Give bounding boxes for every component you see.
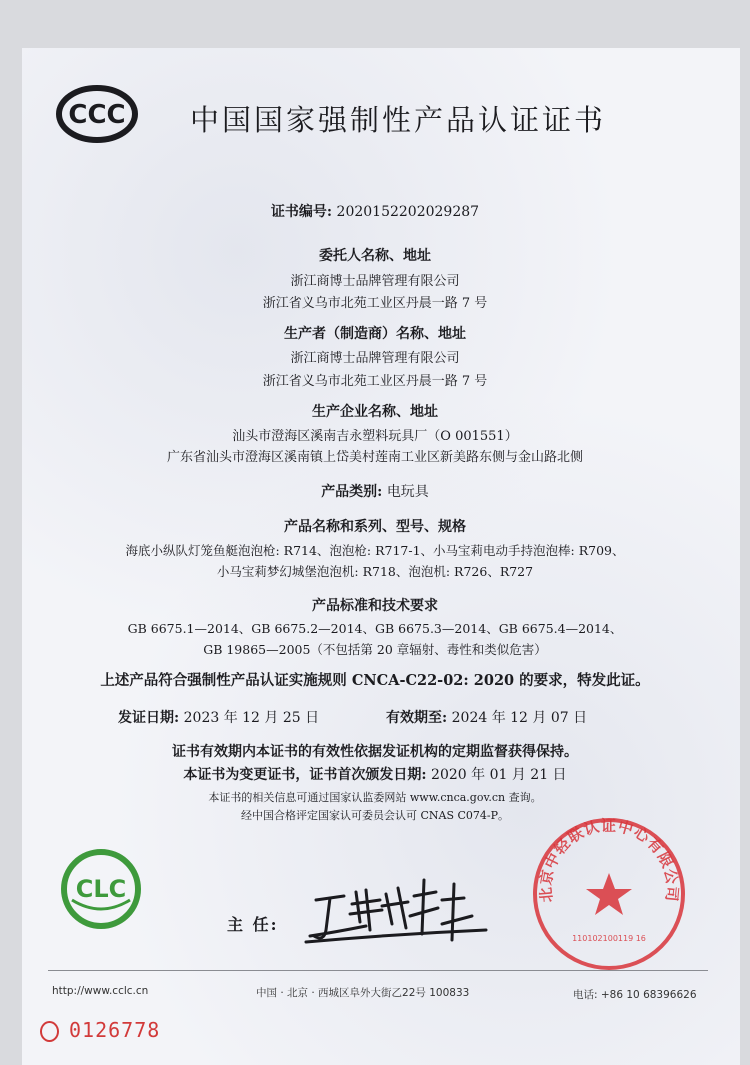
seal-text: 北京中轻联认证中心有限公司 [536,816,682,904]
change-date: 2020 年 01 月 21 日 [431,767,567,783]
validity-statement: 证书有效期内本证书的有效性依据发证机构的定期监督获得保持。 [172,744,578,760]
footer-address: 中国 · 北京 · 西城区阜外大街乙22号 100833 [256,987,470,999]
cert-number-label: 证书编号: [270,204,333,220]
ccc-logo [56,84,138,144]
change-row [0,764,750,784]
note-website: 本证书的相关信息可通过国家认监委网站 www.cnca.gov.cn 查询。 [208,791,542,804]
applicant-name: 浙江商博士品牌管理有限公司 [290,274,460,289]
category-value: 电玩具 [386,484,429,500]
issue-date-value: 2023 年 12 月 25 日 [183,710,320,726]
clc-logo [60,848,142,930]
manufacturer-name: 浙江商博士品牌管理有限公司 [290,351,460,366]
standards-line-2: GB 19865—2005（不包括第 20 章辐射、毒性和类似危害） [203,642,547,657]
note-cnas: 经中国合格评定国家认可委员会认可 CNAS C074-P。 [240,809,510,822]
category-row [0,481,750,501]
product-line-1: 海底小纵队灯笼鱼艇泡泡枪: R714、泡泡枪: R717-1、小马宝莉电动手持泡泡棒: R709、 [125,543,625,558]
serial-circle-icon [40,1021,59,1042]
conformity-statement: 上述产品符合强制性产品认证实施规则 CNCA-C22-02: 2020 的要求，特发此证。 [100,672,650,689]
director-signature [296,870,496,950]
expiry-date-label: 有效期至: [386,710,448,726]
serial-number: 0126778 [69,1018,161,1042]
expiry-date-row [386,707,587,727]
director-label: 主 任: [227,915,279,934]
clc-logo-text: CLC [75,875,127,903]
factory-heading: 生产企业名称、地址 [312,404,438,420]
footer-divider [48,970,708,971]
applicant-address: 浙江省义乌市北苑工业区丹晨一路 7 号 [262,296,488,311]
issue-date-label: 发证日期: [118,710,180,726]
cert-number-value: 2020152202029287 [336,204,480,220]
category-label: 产品类别: [321,484,383,500]
product-line-2: 小马宝莉梦幻城堡泡泡机: R718、泡泡机: R726、R727 [216,564,534,579]
certificate-title: 中国国家强制性产品认证证书 [190,103,607,137]
manufacturer-heading: 生产者（制造商）名称、地址 [284,326,466,342]
applicant-heading: 委托人名称、地址 [319,248,431,264]
factory-address: 广东省汕头市澄海区溪南镇上岱美村莲南工业区新美路东侧与金山路北侧 [166,450,583,465]
seal-star-icon [586,873,632,915]
standards-heading: 产品标准和技术要求 [312,598,438,614]
serial-number-row [40,1018,160,1042]
standards-line-1: GB 6675.1—2014、GB 6675.2—2014、GB 6675.3—2014、GB 6675.4—2014、 [127,621,623,636]
official-seal [530,815,688,973]
factory-name: 汕头市澄海区溪南吉永塑料玩具厂（O 001551） [232,429,518,444]
change-label: 本证书为变更证书，证书首次颁发日期: [183,767,427,783]
footer-website[interactable]: http://www.cclc.cn [52,985,149,997]
ccc-logo-text: CCC [68,100,126,130]
cert-number-row [0,201,750,221]
footer-phone: 电话: +86 10 68396626 [573,989,697,1001]
issue-date-row [118,707,319,727]
seal-number: 110102100119 16 [572,934,646,943]
expiry-date-value: 2024 年 12 月 07 日 [451,710,588,726]
manufacturer-address: 浙江省义乌市北苑工业区丹晨一路 7 号 [262,374,488,389]
product-heading: 产品名称和系列、型号、规格 [284,519,466,535]
